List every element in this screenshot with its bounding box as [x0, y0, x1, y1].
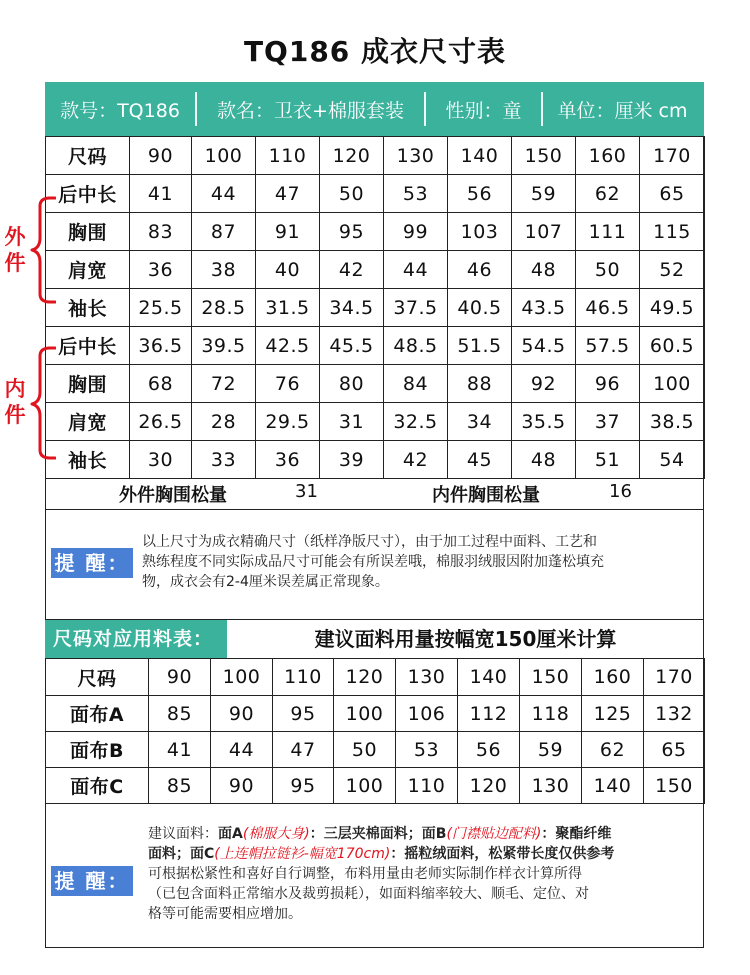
size-table-body — [46, 175, 705, 479]
size-col: 110 — [273, 659, 334, 696]
table-cell: 110 — [396, 768, 458, 804]
table-cell: 150 — [644, 768, 705, 804]
size-header-row — [46, 137, 705, 175]
inner-label-char: 件 — [4, 403, 26, 427]
fabric-title: 建议面料用量按幅宽150厘米计算 — [314, 627, 617, 651]
size-col: 150 — [512, 137, 576, 175]
size-col: 110 — [256, 137, 320, 175]
table-cell: 39.5 — [192, 327, 256, 365]
reminder-text — [142, 532, 702, 592]
table-cell: 95 — [273, 696, 334, 732]
table-cell: 44 — [384, 251, 448, 289]
table-cell: 107 — [512, 213, 576, 251]
table-cell: 140 — [582, 768, 644, 804]
table-cell: 30 — [130, 441, 192, 479]
size-col: 170 — [644, 659, 705, 696]
row-label: 后中长 — [46, 175, 130, 213]
table-cell: 83 — [130, 213, 192, 251]
fabric-table — [45, 658, 705, 804]
table-cell: 31 — [320, 403, 384, 441]
table-cell: 56 — [458, 732, 520, 768]
table-cell: 33 — [192, 441, 256, 479]
table-cell: 46 — [448, 251, 512, 289]
table-cell: 47 — [256, 175, 320, 213]
row-label: 胸围 — [46, 365, 130, 403]
reminder-line: 熟练程度不同实际成品尺寸可能会有所误差哦，棉服羽绒服因附加蓬松填充 — [142, 554, 604, 570]
table-row — [46, 365, 705, 403]
table-cell: 38 — [192, 251, 256, 289]
unit: 单位：厘米 cm — [557, 99, 688, 122]
table-cell: 28 — [192, 403, 256, 441]
fabric-b-label: 面B — [421, 826, 447, 842]
row-label: 袖长 — [46, 289, 130, 327]
info-header-bar — [45, 82, 704, 136]
reminder-badge: 提 醒： — [51, 866, 133, 896]
table-cell: 91 — [256, 213, 320, 251]
table-cell: 40 — [256, 251, 320, 289]
header-divider — [195, 92, 197, 126]
size-col: 120 — [320, 137, 384, 175]
note-line: （已包含面料正常缩水及裁剪损耗），如面料缩率较大、顺毛、定位、对 — [148, 886, 589, 902]
fabric-a-usage: (棉服大身) — [242, 826, 310, 842]
table-cell: 60.5 — [640, 327, 705, 365]
row-label: 袖长 — [46, 441, 130, 479]
table-cell: 57.5 — [576, 327, 640, 365]
table-cell: 43.5 — [512, 289, 576, 327]
inner-ease-value: 16 — [609, 481, 632, 502]
table-cell: 44 — [211, 732, 273, 768]
table-cell: 44 — [192, 175, 256, 213]
style-name: 款名：卫衣+棉服套装 — [217, 99, 404, 122]
fabric-table-body — [46, 696, 705, 804]
table-cell: 48 — [512, 441, 576, 479]
table-cell: 36 — [130, 251, 192, 289]
table-cell: 99 — [384, 213, 448, 251]
table-cell: 96 — [576, 365, 640, 403]
note-line: 格等可能需要相应增加。 — [148, 906, 302, 922]
table-cell: 37.5 — [384, 289, 448, 327]
note-text: ：摇粒绒面料，松紧带长度仅供参考 — [390, 846, 615, 862]
table-cell: 29.5 — [256, 403, 320, 441]
table-cell: 76 — [256, 365, 320, 403]
reminder-line: 以上尺寸为成衣精确尺寸（纸样净版尺寸），由于加工过程中面料、工艺和 — [142, 534, 597, 550]
table-cell: 47 — [273, 732, 334, 768]
table-cell: 88 — [448, 365, 512, 403]
outer-brace — [26, 190, 56, 310]
size-col: 160 — [576, 137, 640, 175]
note-line — [148, 824, 704, 844]
note-line: 可根据松紧性和喜好自行调整，布料用量由老师实际制作样衣计算所得 — [148, 866, 582, 882]
size-col: 90 — [149, 659, 211, 696]
table-cell: 35.5 — [512, 403, 576, 441]
table-cell: 132 — [644, 696, 705, 732]
table-cell: 36.5 — [130, 327, 192, 365]
size-col: 160 — [582, 659, 644, 696]
row-label: 面布C — [46, 768, 149, 804]
table-cell: 87 — [192, 213, 256, 251]
table-cell: 103 — [448, 213, 512, 251]
table-cell: 39 — [320, 441, 384, 479]
outer-ease-value: 31 — [295, 481, 318, 502]
table-cell: 100 — [640, 365, 705, 403]
fabric-notes — [148, 824, 704, 924]
size-col: 170 — [640, 137, 705, 175]
note-text: ：三层夹棉面料； — [309, 826, 422, 842]
table-cell: 53 — [384, 175, 448, 213]
row-label: 后中长 — [46, 327, 130, 365]
header-divider — [541, 92, 543, 126]
table-cell: 41 — [149, 732, 211, 768]
size-col: 130 — [396, 659, 458, 696]
table-cell: 26.5 — [130, 403, 192, 441]
reminder-line: 物，成衣会有2-4厘米误差属正常现象。 — [142, 574, 389, 590]
table-cell: 28.5 — [192, 289, 256, 327]
table-cell: 49.5 — [640, 289, 705, 327]
table-cell: 25.5 — [130, 289, 192, 327]
gender: 性别：童 — [445, 99, 522, 122]
size-col: 140 — [448, 137, 512, 175]
table-row — [46, 768, 705, 804]
table-cell: 80 — [320, 365, 384, 403]
size-col: 140 — [458, 659, 520, 696]
table-cell: 36 — [256, 441, 320, 479]
table-cell: 51.5 — [448, 327, 512, 365]
table-cell: 84 — [384, 365, 448, 403]
table-cell: 72 — [192, 365, 256, 403]
size-table — [45, 136, 705, 479]
table-cell: 37 — [576, 403, 640, 441]
table-cell: 50 — [334, 732, 396, 768]
table-cell: 38.5 — [640, 403, 705, 441]
table-cell: 90 — [211, 696, 273, 732]
table-row — [46, 175, 705, 213]
fabric-c-usage: (上连帽拉链衫-幅宽170cm) — [214, 846, 391, 862]
inner-brace — [26, 342, 56, 464]
table-cell: 50 — [576, 251, 640, 289]
table-row — [46, 732, 705, 768]
table-cell: 45 — [448, 441, 512, 479]
table-cell: 111 — [576, 213, 640, 251]
note-line — [148, 844, 704, 864]
table-cell: 40.5 — [448, 289, 512, 327]
style-number: 款号：TQ186 — [60, 99, 180, 122]
table-cell: 56 — [448, 175, 512, 213]
outer-piece-label — [4, 224, 26, 276]
table-cell: 52 — [640, 251, 705, 289]
table-cell: 130 — [520, 768, 582, 804]
note-text: 面料； — [148, 846, 190, 862]
table-cell: 51 — [576, 441, 640, 479]
table-cell: 95 — [320, 213, 384, 251]
fabric-b-usage: (门襟贴边配料) — [446, 826, 542, 842]
note-text: ：聚酯纤维 — [541, 826, 612, 842]
table-cell: 62 — [576, 175, 640, 213]
outer-ease-label: 外件胸围松量 — [119, 485, 227, 506]
ease-row — [45, 476, 704, 509]
fabric-c-label: 面C — [190, 846, 215, 862]
table-cell: 95 — [273, 768, 334, 804]
inner-piece-label — [4, 376, 26, 428]
table-row — [46, 289, 705, 327]
table-cell: 115 — [640, 213, 705, 251]
table-cell: 85 — [149, 768, 211, 804]
table-cell: 90 — [211, 768, 273, 804]
reminder-badge: 提 醒： — [51, 548, 133, 578]
table-cell: 53 — [396, 732, 458, 768]
table-cell: 34 — [448, 403, 512, 441]
size-col: 100 — [211, 659, 273, 696]
row-label: 胸围 — [46, 213, 130, 251]
table-cell: 59 — [512, 175, 576, 213]
table-row — [46, 696, 705, 732]
inner-label-char: 内 — [4, 377, 26, 401]
row-label: 肩宽 — [46, 251, 130, 289]
table-cell: 48 — [512, 251, 576, 289]
outer-label-char: 外 — [4, 225, 26, 249]
header-divider — [424, 92, 426, 126]
table-cell: 106 — [396, 696, 458, 732]
table-cell: 85 — [149, 696, 211, 732]
size-col: 130 — [384, 137, 448, 175]
table-cell: 112 — [458, 696, 520, 732]
table-cell: 68 — [130, 365, 192, 403]
table-row — [46, 403, 705, 441]
row-label: 肩宽 — [46, 403, 130, 441]
table-cell: 65 — [640, 175, 705, 213]
table-cell: 118 — [520, 696, 582, 732]
fabric-a-label: 面A — [218, 826, 243, 842]
table-cell: 31.5 — [256, 289, 320, 327]
table-cell: 54.5 — [512, 327, 576, 365]
table-cell: 65 — [644, 732, 705, 768]
fabric-tab: 尺码对应用料表： — [45, 620, 227, 658]
table-cell: 62 — [582, 732, 644, 768]
size-col: 90 — [130, 137, 192, 175]
table-row — [46, 441, 705, 479]
table-cell: 54 — [640, 441, 705, 479]
table-row — [46, 251, 705, 289]
table-cell: 100 — [334, 768, 396, 804]
table-cell: 42 — [320, 251, 384, 289]
table-cell: 59 — [520, 732, 582, 768]
table-cell: 45.5 — [320, 327, 384, 365]
table-cell: 41 — [130, 175, 192, 213]
row-label: 面布B — [46, 732, 149, 768]
table-row — [46, 327, 705, 365]
table-cell: 48.5 — [384, 327, 448, 365]
row-label: 面布A — [46, 696, 149, 732]
fabric-header-label: 尺码 — [46, 659, 149, 696]
table-cell: 120 — [458, 768, 520, 804]
page-title: TQ186 成衣尺寸表 — [243, 35, 507, 68]
table-cell: 42 — [384, 441, 448, 479]
table-cell: 34.5 — [320, 289, 384, 327]
table-row — [46, 213, 705, 251]
table-cell: 46.5 — [576, 289, 640, 327]
size-header-label: 尺码 — [46, 137, 130, 175]
outer-label-char: 件 — [4, 251, 26, 275]
table-cell: 92 — [512, 365, 576, 403]
inner-ease-label: 内件胸围松量 — [432, 485, 540, 506]
size-col: 150 — [520, 659, 582, 696]
table-cell: 125 — [582, 696, 644, 732]
size-col: 120 — [334, 659, 396, 696]
note-text: 建议面料： — [148, 826, 218, 842]
table-cell: 32.5 — [384, 403, 448, 441]
table-cell: 100 — [334, 696, 396, 732]
table-cell: 50 — [320, 175, 384, 213]
size-col: 100 — [192, 137, 256, 175]
fabric-header-row — [46, 659, 705, 696]
divider-line — [45, 509, 704, 510]
table-cell: 42.5 — [256, 327, 320, 365]
